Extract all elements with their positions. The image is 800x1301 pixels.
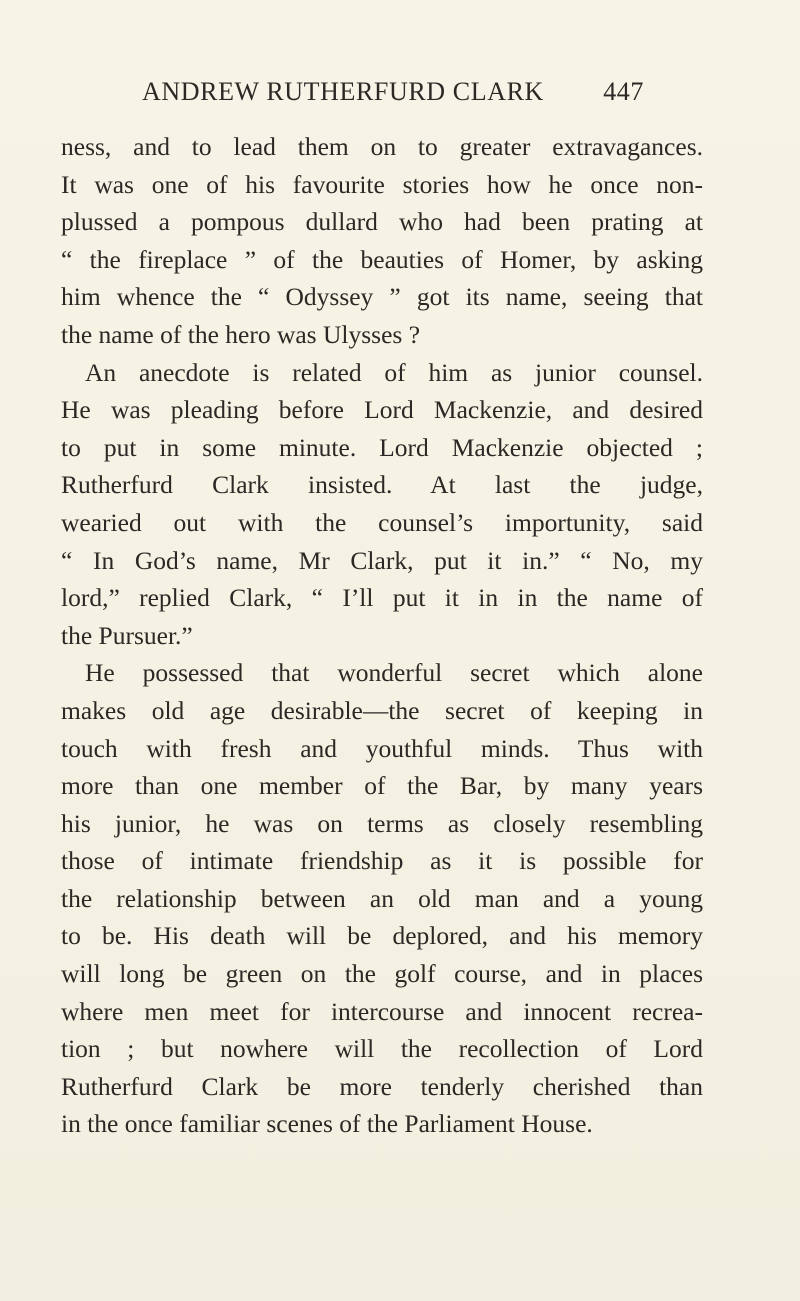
text-line: “ In God’s name, Mr Clark, put it in.” “ No, my bbox=[61, 545, 703, 575]
paragraph bbox=[61, 128, 703, 354]
text-line: Rutherfurd Clark insisted. At last the judge, bbox=[61, 470, 703, 500]
text-line: wearied out with the counsel’s importunity, said bbox=[61, 507, 703, 537]
text-line: tion ; but nowhere will the recollection of Lord bbox=[61, 1034, 703, 1064]
running-head bbox=[118, 72, 648, 112]
text-line: more than one member of the Bar, by many years bbox=[61, 771, 703, 801]
paragraph bbox=[61, 354, 703, 655]
text-line: Rutherfurd Clark be more tenderly cherished than bbox=[61, 1071, 703, 1101]
text-line: will long be green on the golf course, and in places bbox=[61, 959, 703, 989]
text-line: He possessed that wonderful secret which alone bbox=[85, 658, 703, 688]
text-line: “ the fireplace ” of the beauties of Homer, by asking bbox=[61, 244, 703, 274]
text-line: the name of the hero was Ulysses ? bbox=[61, 319, 421, 349]
text-line: lord,” replied Clark, “ I’ll put it in in the name of bbox=[61, 583, 703, 613]
text-line: the Pursuer.” bbox=[61, 620, 193, 650]
text-line: It was one of his favourite stories how he once non- bbox=[61, 169, 703, 199]
text-line: to be. His death will be deplored, and his memory bbox=[61, 921, 703, 951]
text-line: him whence the “ Odyssey ” got its name, seeing that bbox=[61, 282, 703, 312]
text-line: in the once familiar scenes of the Parliament House. bbox=[61, 1109, 593, 1139]
text-line: makes old age desirable—the secret of keeping in bbox=[61, 695, 703, 725]
text-line: ness, and to lead them on to greater extravagances. bbox=[61, 132, 703, 161]
paragraph bbox=[61, 654, 703, 1143]
running-title: ANDREW RUTHERFURD CLARK bbox=[142, 77, 544, 106]
text-line: An anecdote is related of him as junior counsel. bbox=[85, 357, 703, 387]
text-line: where men meet for intercourse and innocent recrea- bbox=[61, 996, 703, 1026]
text-line: plussed a pompous dullard who had been prating at bbox=[61, 207, 703, 237]
page-number: 447 bbox=[603, 77, 644, 106]
text-line: those of intimate friendship as it is possible for bbox=[61, 846, 703, 876]
text-line: the relationship between an old man and a young bbox=[61, 883, 703, 913]
body-text bbox=[61, 128, 703, 1143]
text-line: He was pleading before Lord Mackenzie, and desired bbox=[61, 395, 703, 425]
text-line: to put in some minute. Lord Mackenzie objected ; bbox=[61, 432, 703, 462]
text-line: his junior, he was on terms as closely resembling bbox=[61, 808, 703, 838]
text-line: touch with fresh and youthful minds. Thus with bbox=[61, 733, 703, 763]
